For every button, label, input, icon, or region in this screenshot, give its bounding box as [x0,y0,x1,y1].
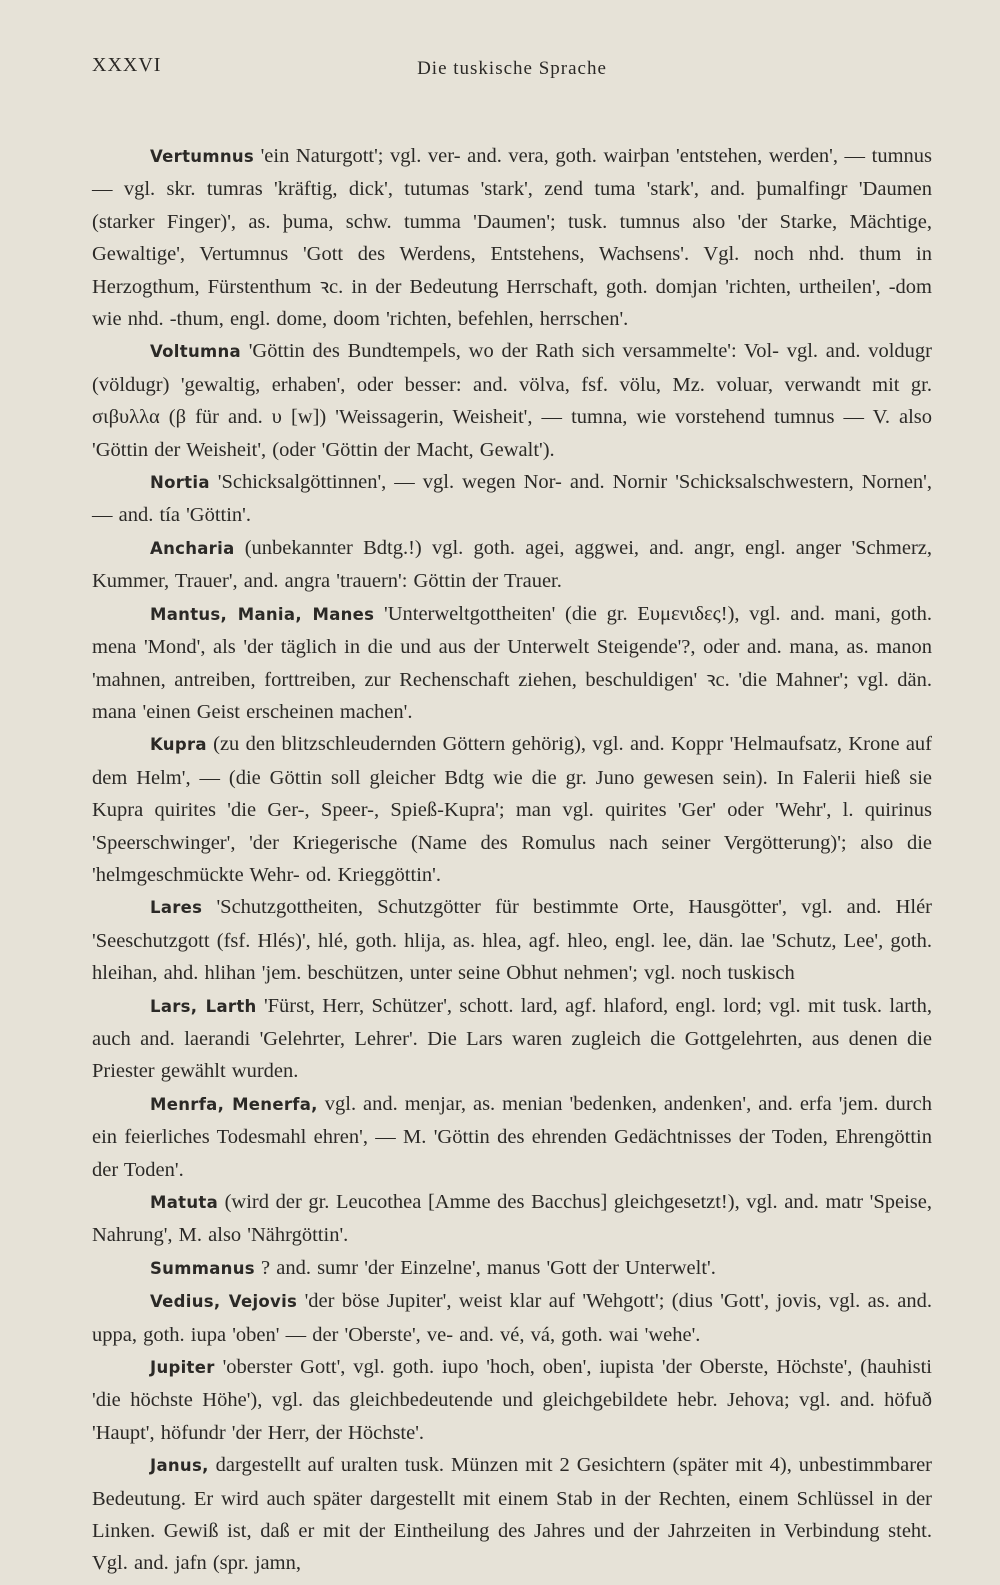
entry-headword: Menrfa, Menerfa, [150,1094,318,1114]
entry-headword: Matuta [150,1193,219,1212]
running-head [92,48,932,88]
page-number: XXXVI [92,54,162,76]
glossary-entry [92,990,932,1088]
entry-text: 'Unterweltgottheiten' (die gr. Ευμενιδες!), vgl. and. mani, goth. mena 'Mond', als 'der täglich in die und aus der Unterwelt Steigende'?, oder and. mana, as. manon 'mahnen, antreiben, forttreiben, zur Rechenschaft ziehen, beschuldigen' ꝛc. 'die Mahner'; vgl. dän. mana 'einen Geist erscheinen machen'. [92,602,933,723]
entry-text: (zu den blitzschleudernden Göttern gehörig), vgl. and. Koppr 'Helmaufsatz, Krone auf dem Helm', — (die Göttin soll gleicher Bdtg wie die gr. Juno gewesen sein). In Falerii hieß sie Kupra quirites 'die Ger-, Speer-, Spieß-Kupra'; man vgl. quirites 'Ger' oder 'Wehr', l. quirinus 'Speerschwinger', 'der Kriegerische (Name des Romulus nach seiner Vergötterung)'; also die 'helmgeschmückte Wehr- od. Krieggöttin'. [92,733,933,886]
entry-text: 'Schutzgottheiten, Schutzgötter für bestimmte Orte, Hausgötter', vgl. and. Hlér 'Seeschutzgott (fsf. Hlés)', hlé, goth. hlija, as. hlea, agf. hleo, engl. lee, dän. lae 'Schutz, Lee', goth. hleihan, ahd. hlihan 'jem. beschützen, unter seine Obhut nehmen'; vgl. noch tuskisch [92,896,932,985]
entry-headword: Vertumnus [150,147,255,166]
entry-headword: Jupiter [150,1358,215,1378]
entry-text: (wird der gr. Leucothea [Amme des Bacchus] gleichgesetzt!), vgl. and. matr 'Speise, Nahrung', M. also 'Nährgöttin'. [92,1191,932,1247]
entry-text: ? and. sumr 'der Einzelne', manus 'Gott der Unterwelt'. [261,1256,716,1279]
glossary-entry [92,1285,932,1351]
glossary-entry [92,1449,932,1580]
entry-headword: Voltumna [150,342,241,362]
entry-headword: Vedius, Vejovis [150,1292,298,1312]
glossary-entry [92,891,932,989]
glossary-entry [92,1088,932,1186]
glossary-entries [92,140,932,1580]
entry-headword: Kupra [150,735,207,755]
glossary-entry [92,532,932,598]
glossary-entry [92,1351,932,1449]
entry-headword: Summanus [150,1258,255,1278]
glossary-entry [92,728,932,891]
entry-text: 'Göttin des Bundtempels, wo der Rath sich versammelte': Vol- vgl. and. voldugr (völdugr) 'gewaltig, erhaben', oder besser: and. völva, fsf. völu, Mz. voluar, verwandt mit gr. σιβυλλα (β für and. υ [w]) 'Weissagerin, Weisheit', — tumna, wie vorstehend tumnus — V. also 'Göttin der Weisheit', (oder 'Göttin der Macht, Gewalt'). [92,340,933,461]
running-title: Die tuskische Sprache [417,58,607,79]
entry-headword: Ancharia [150,538,235,558]
entry-headword: Mantus, Mania, Manes [150,604,375,624]
entry-text: dargestellt auf uralten tusk. Münzen mit 2 Gesichtern (später mit 4), unbestimmbarer Bedeutung. Er wird auch später dargestellt mit einem Stab in der Rechten, einem Schlüssel in der Linken. Gewiß ist, daß er mit der Eintheilung des Jahres und der Jahrzeiten in Verbindung steht. Vgl. and. jafn (spr. jamn, [92,1454,933,1575]
entry-headword: Janus, [150,1456,209,1476]
entry-text: (unbekannter Bdtg.!) vgl. goth. agei, aggwei, and. angr, engl. anger 'Schmerz, Kummer, Trauer', and. angra 'trauern': Göttin der Trauer. [92,536,933,593]
glossary-entry [92,466,932,532]
entry-text: vgl. and. menjar, as. menian 'bedenken, andenken', and. erfa 'jem. durch ein feierliches Todesmahl ehren', — M. 'Göttin des ehrenden Gedächtnisses der Toden, Ehrengöttin der Toden'. [92,1092,932,1181]
entry-headword: Nortia [150,473,210,493]
entry-text: 'oberster Gott', vgl. goth. iupo 'hoch, oben', iupista 'der Oberste, Höchste', (hauhisti 'die höchste Höhe'), vgl. das gleichbedeutende und gleichgebildete hebr. Jehova; vgl. and. höfuð 'Haupt', höfundr 'der Herr, der Höchste'. [92,1356,932,1444]
glossary-entry [92,1252,932,1285]
glossary-entry [92,140,932,335]
entry-headword: Lares [150,898,203,918]
entry-text: 'Schicksalgöttinnen', — vgl. wegen Nor- and. Nornir 'Schicksalschwestern, Nornen', — and. tía 'Göttin'. [92,471,932,527]
entry-headword: Lars, Larth [150,996,257,1016]
glossary-entry [92,1186,932,1252]
glossary-entry [92,598,932,729]
entry-text: 'ein Naturgott'; vgl. ver- and. vera, goth. wairþan 'entstehen, werden', — tumnus — vgl. skr. tumras 'kräftig, dick', tutumas 'stark', zend tuma 'stark', and. þumalfingr 'Daumen (starker Finger)', as. þuma, schw. tumma 'Daumen'; tusk. tumnus also 'der Starke, Mächtige, Gewaltige', Vertumnus 'Gott des Werdens, Entstehens, Wachsens'. Vgl. noch nhd. thum in Herzogthum, Fürstenthum ꝛc. in der Bedeutung Herrschaft, goth. domjan 'richten, urtheilen', -dom wie nhd. -thum, engl. dome, doom 'richten, befehlen, herrschen'. [92,145,932,331]
glossary-entry [92,335,932,466]
entry-text: 'Fürst, Herr, Schützer', schott. lard, agf. hlaford, engl. lord; vgl. mit tusk. larth, auch and. laerandi 'Gelehrter, Lehrer'. Die Lars waren zugleich die Gottgelehrten, aus denen die Priester gewählt wurden. [92,994,933,1083]
entry-text: 'der böse Jupiter', weist klar auf 'Wehgott'; (dius 'Gott', jovis, vgl. as. and. uppa, goth. iupa 'oben' — der 'Oberste', ve- and. vé, vá, goth. wai 'wehe'. [92,1290,933,1346]
